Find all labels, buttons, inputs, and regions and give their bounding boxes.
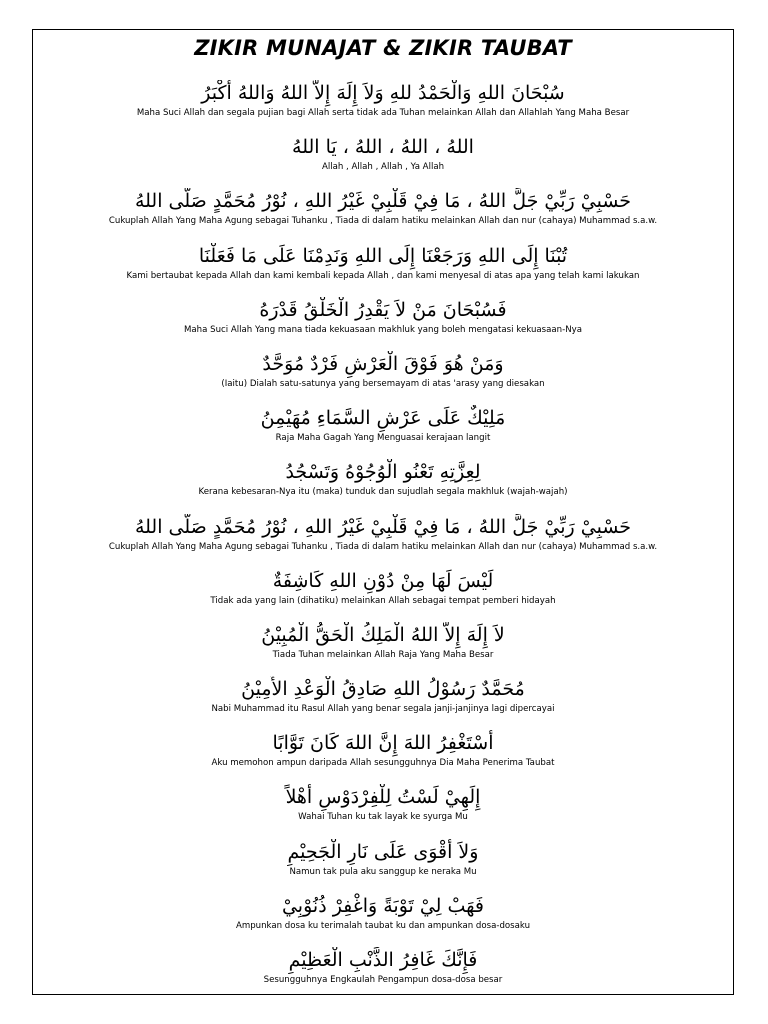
translation-text: Kerana kebesaran-Nya itu (maka) tunduk dan sujudlah segala makhluk (wajah-wajah) <box>198 487 568 498</box>
arabic-text: وَمَنْ هُوَ فَوْقَ الْعَرْشِ فَرْدٌ مُوَحَّدٌ <box>262 352 504 375</box>
translation-text: Kami bertaubat kepada Allah dan kami kembali kepada Allah , dan kami menyesal di atas apa yang telah kami lakukan <box>126 270 640 281</box>
arabic-text: حَسْبِيْ رَبِّيْ جَلَّ اللهُ ، مَا فِيْ قَلْبِيْ غَيْرُ اللهِ ، نُوْرُ مُحَمَّدٍ صَلَّى اللهُ <box>134 515 632 538</box>
arabic-text: تُبْنَا إِلَى اللهِ وَرَجَعْنَا إِلَى اللهِ وَنَدِمْنَا عَلَى مَا فَعَلْنَا <box>198 244 568 267</box>
verse-block <box>33 568 733 622</box>
arabic-text: سُبْحَانَ اللهِ وَالْحَمْدُ للهِ وَلاَ إِلَهَ إِلاَّ اللهُ وَاللهُ أَكْبَرُ <box>201 82 565 104</box>
arabic-text: لِعِزَّتِهِ تَعْنُو الْوُجُوْهُ وَتَسْجُدُ <box>285 461 481 484</box>
translation-text: Cukuplah Allah Yang Maha Agung sebagai Tuhanku , Tiada di dalam hatiku melainkan Allah dan nur (cahaya) Muhammad s.a.w. <box>108 216 658 227</box>
translation-text: Maha Suci Allah dan segala pujian bagi Allah serta tidak ada Tuhan melainkan Allah dan Allahlah Yang Maha Besar <box>136 108 630 118</box>
translation-text: Allah , Allah , Allah , Ya Allah <box>321 162 445 173</box>
verse-block <box>33 947 733 1001</box>
verse-block <box>33 134 733 188</box>
translation-text: Raja Maha Gagah Yang Menguasai kerajaan langit <box>275 433 491 444</box>
arabic-text: وَلاَ أَقْوَى عَلَى نَارِ الْجَحِيْمِ <box>287 840 479 863</box>
translation-text: Sesungguhnya Engkaulah Pengampun dosa-dosa besar <box>263 975 503 985</box>
translation-text: (Iaitu) Dialah satu-satunya yang bersemayam di atas 'arasy yang diesakan <box>221 378 545 389</box>
verse-block <box>33 243 733 297</box>
verse-block <box>33 80 733 134</box>
arabic-text: مُحَمَّدٌ رَسُوْلُ اللهِ صَادِقُ الْوَعْدِ الأَمِيْنُ <box>241 678 525 701</box>
translation-text: Namun tak pula aku sanggup ke neraka Mu <box>289 866 477 877</box>
translation-text: Maha Suci Allah Yang mana tiada kekuasaan makhluk yang boleh mengatasi kekuasaan-Nya <box>184 324 582 335</box>
translation-text: Ampunkan dosa ku terimalah taubat ku dan ampunkan dosa-dosaku <box>235 920 531 931</box>
translation-text: Nabi Muhammad itu Rasul Allah yang benar segala janji-janjinya lagi dipercayai <box>211 704 555 715</box>
verse-block <box>33 893 733 947</box>
arabic-text: اللهُ ، اللهُ ، اللهُ ، يَا اللهُ <box>292 136 474 159</box>
verse-list <box>33 80 733 1001</box>
arabic-text: أَسْتَغْفِرُ اللهَ إِنَّ اللهَ كَانَ تَوَّابًا <box>272 732 494 755</box>
verse-block <box>33 297 733 351</box>
verse-block <box>33 514 733 568</box>
verse-block <box>33 784 733 838</box>
page-frame <box>32 29 734 995</box>
page-title: ZIKIR MUNAJAT & ZIKIR TAUBAT <box>194 36 572 60</box>
arabic-text: فَهَبْ لِيْ تَوْبَةً وَاغْفِرْ ذُنُوْبِيْ <box>281 894 485 917</box>
verse-block <box>33 351 733 405</box>
translation-text: Tidak ada yang lain (dihatiku) melainkan Allah sebagai tempat pemberi hidayah <box>210 595 556 606</box>
translation-text: Aku memohon ampun daripada Allah sesungguhnya Dia Maha Penerima Taubat <box>211 758 555 769</box>
verse-block <box>33 839 733 893</box>
arabic-text: لاَ إِلَهَ إِلاَّ اللهُ الْمَلِكُ الْحَقُّ الْمُبِيْنُ <box>261 623 505 646</box>
verse-block <box>33 405 733 459</box>
arabic-text: لَيْسَ لَهَا مِنْ دُوْنِ اللهِ كَاشِفَةٌ <box>272 569 494 592</box>
arabic-text: إِلَهِيْ لَسْتُ لِلْفِرْدَوْسِ أَهْلاً <box>285 786 481 809</box>
verse-block <box>33 676 733 730</box>
translation-text: Tiada Tuhan melainkan Allah Raja Yang Maha Besar <box>272 649 494 660</box>
verse-block <box>33 730 733 784</box>
verse-block <box>33 622 733 676</box>
arabic-text: فَإِنَّكَ غَافِرُ الذَّنْبِ الْعَظِيْمِ <box>288 949 478 971</box>
arabic-text: فَسُبْحَانَ مَنْ لاَ يَقْدِرُ الْخَلْقُ قَدْرَهُ <box>259 298 507 321</box>
arabic-text: حَسْبِيْ رَبِّيْ جَلَّ اللهُ ، مَا فِيْ قَلْبِيْ غَيْرُ اللهِ ، نُوْرُ مُحَمَّدٍ صَلَّى اللهُ <box>134 190 632 213</box>
translation-text: Wahai Tuhan ku tak layak ke syurga Mu <box>298 812 468 823</box>
arabic-text: مَلِيْكٌ عَلَى عَرْشِ السَّمَاءِ مُهَيْمِنُ <box>260 407 506 430</box>
translation-text: Cukuplah Allah Yang Maha Agung sebagai Tuhanku , Tiada di dalam hatiku melainkan Allah dan nur (cahaya) Muhammad s.a.w. <box>108 541 658 552</box>
verse-block <box>33 459 733 513</box>
verse-block <box>33 188 733 242</box>
